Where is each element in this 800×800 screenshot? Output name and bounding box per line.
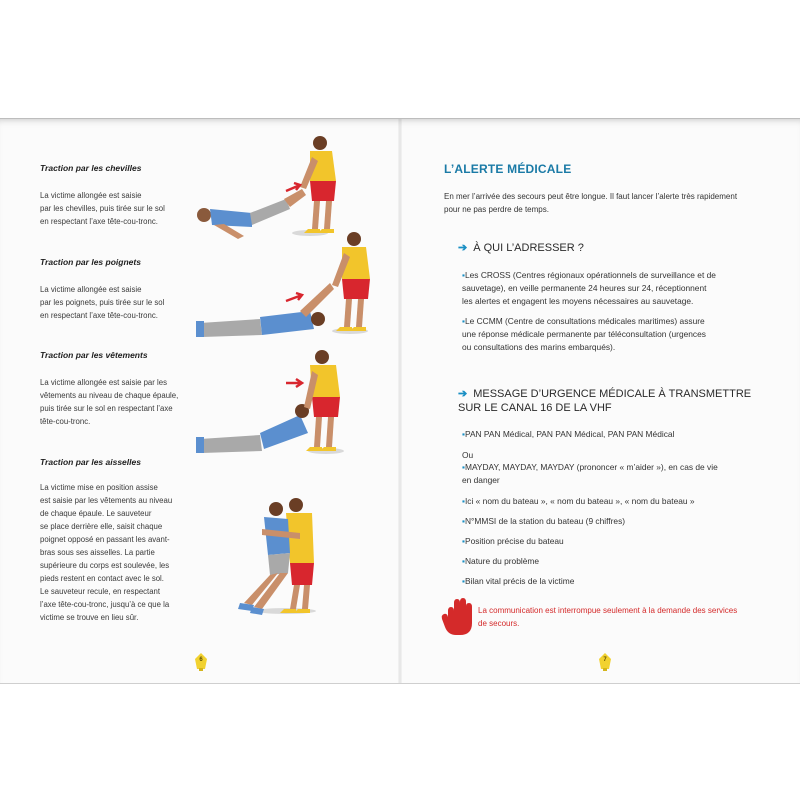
list-item-ccmm (462, 315, 706, 354)
or-label: Ou (462, 450, 474, 460)
heading-message-urgence (458, 387, 751, 415)
item-line: les alertes et engagent les moyens nécessaires au sauvetage. (462, 296, 694, 306)
section-title-vetements: Traction par les vêtements (40, 350, 148, 360)
arrow-right-icon: ➔ (458, 388, 468, 400)
body-line: par les chevilles, puis tirée sur le sol (40, 204, 165, 213)
list-item-nature (462, 555, 539, 568)
item-line: une réponse médicale permanente par téléconsultation (urgences (462, 329, 706, 339)
warning-line: de secours. (478, 619, 520, 628)
body-line: puis tirée sur le sol en respectant l’axe (40, 404, 173, 413)
illustration-traction-poignets (190, 223, 380, 343)
bullet-icon: ▪ (462, 270, 465, 280)
heading-text: SUR LE CANAL 16 DE LA VHF (458, 402, 612, 414)
body-line: poignet opposé en passant les avant- (40, 535, 170, 544)
list-item-pan-pan (462, 428, 674, 441)
body-line: La victime allongée est saisie par les (40, 378, 167, 387)
body-line: par les poignets, puis tirée sur le sol (40, 298, 165, 307)
item-line: MAYDAY, MAYDAY, MAYDAY (prononcer « m’aider »), en cas de vie (464, 462, 718, 472)
body-line: en respectant l’axe tête-cou-tronc. (40, 217, 158, 226)
bullet-icon: ▪ (462, 429, 465, 439)
section-body-chevilles (40, 189, 165, 228)
section-body-poignets (40, 283, 164, 322)
warning-text (478, 604, 737, 630)
right-page (400, 119, 800, 683)
section-body-aisselles (40, 481, 172, 624)
bullet-icon: ▪ (462, 462, 465, 472)
list-item-ici (462, 495, 695, 508)
body-line: bras sous ses aisselles. La partie (40, 548, 155, 557)
heading-text: À QUI L’ADRESSER ? (473, 242, 584, 254)
section-title-poignets: Traction par les poignets (40, 257, 141, 267)
arrow-right-icon: ➔ (458, 242, 468, 254)
heading-a-qui-adresser (458, 241, 584, 255)
bullet-icon: ▪ (462, 516, 465, 526)
section-title-chevilles: Traction par les chevilles (40, 163, 142, 173)
item-line: Bilan vital précis de la victime (464, 576, 575, 586)
page-number: 7 (603, 657, 607, 663)
booklet-spread (0, 118, 800, 684)
list-item-position (462, 535, 564, 548)
section-body-vetements (40, 376, 178, 428)
item-line: en danger (462, 475, 500, 485)
stop-hand-icon (440, 597, 476, 637)
bullet-icon: ▪ (462, 536, 465, 546)
page-number-badge-right (598, 653, 612, 671)
body-line: La victime mise en position assise (40, 483, 158, 492)
intro-line: pour ne pas perdre de temps. (444, 205, 549, 214)
item-line: Position précise du bateau (464, 536, 564, 546)
intro-line: En mer l’arrivée des secours peut être longue. Il faut lancer l’alerte très rapidement (444, 192, 738, 201)
item-line: N°MMSI de la station du bateau (9 chiffres) (464, 516, 626, 526)
heading-text: MESSAGE D’URGENCE MÉDICALE À TRANSMETTRE (473, 388, 752, 400)
item-line: Ici « nom du bateau », « nom du bateau », « nom du bateau » (464, 496, 695, 506)
item-line: sauvetage), en veille permanente 24 heures sur 24, réceptionnent (462, 283, 707, 293)
warning-line: La communication est interrompue seulement à la demande des services (478, 606, 738, 615)
section-title-aisselles: Traction par les aisselles (40, 457, 141, 467)
list-item-mayday (462, 461, 718, 487)
body-line: pieds restent en contact avec le sol. (40, 574, 164, 583)
body-line: de chaque épaule. Le sauveteur (40, 509, 152, 518)
item-line: ou consultations des marins embarqués). (462, 342, 616, 352)
list-item-bilan (462, 575, 574, 588)
illustration-traction-aisselles (230, 493, 330, 619)
item-line: Le CCMM (Centre de consultations médicales maritimes) assure (464, 316, 705, 326)
left-page (0, 119, 400, 683)
bullet-icon: ▪ (462, 496, 465, 506)
page-number-badge-left (194, 653, 208, 671)
list-item-cross (462, 269, 716, 308)
intro-paragraph (444, 190, 737, 216)
page-title: L’ALERTE MÉDICALE (444, 162, 572, 176)
body-line: en respectant l’axe tête-cou-tronc. (40, 311, 158, 320)
page-number: 6 (199, 657, 203, 663)
bullet-icon: ▪ (462, 556, 465, 566)
body-line: supérieure du corps est soulevée, les (40, 561, 170, 570)
item-line: Nature du problème (464, 556, 540, 566)
body-line: est saisie par les vêtements au niveau (40, 496, 173, 505)
body-line: tête-cou-tronc. (40, 417, 91, 426)
item-line: Les CROSS (Centres régionaux opérationnels de surveillance et de (464, 270, 716, 280)
body-line: La victime allongée est saisie (40, 285, 142, 294)
body-line: vêtements au niveau de chaque épaule, (40, 391, 179, 400)
bullet-icon: ▪ (462, 316, 465, 326)
body-line: l’axe tête-cou-tronc, jusqu’à ce que la (40, 600, 170, 609)
body-line: Le sauveteur recule, en respectant (40, 587, 161, 596)
illustration-traction-vetements (190, 343, 370, 461)
list-item-mmsi (462, 515, 625, 528)
item-line: PAN PAN Médical, PAN PAN Médical, PAN PAN Médical (464, 429, 675, 439)
body-line: La victime allongée est saisie (40, 191, 142, 200)
bullet-icon: ▪ (462, 576, 465, 586)
body-line: victime se trouve en lieu sûr. (40, 613, 139, 622)
body-line: se place derrière elle, saisit chaque (40, 522, 163, 531)
